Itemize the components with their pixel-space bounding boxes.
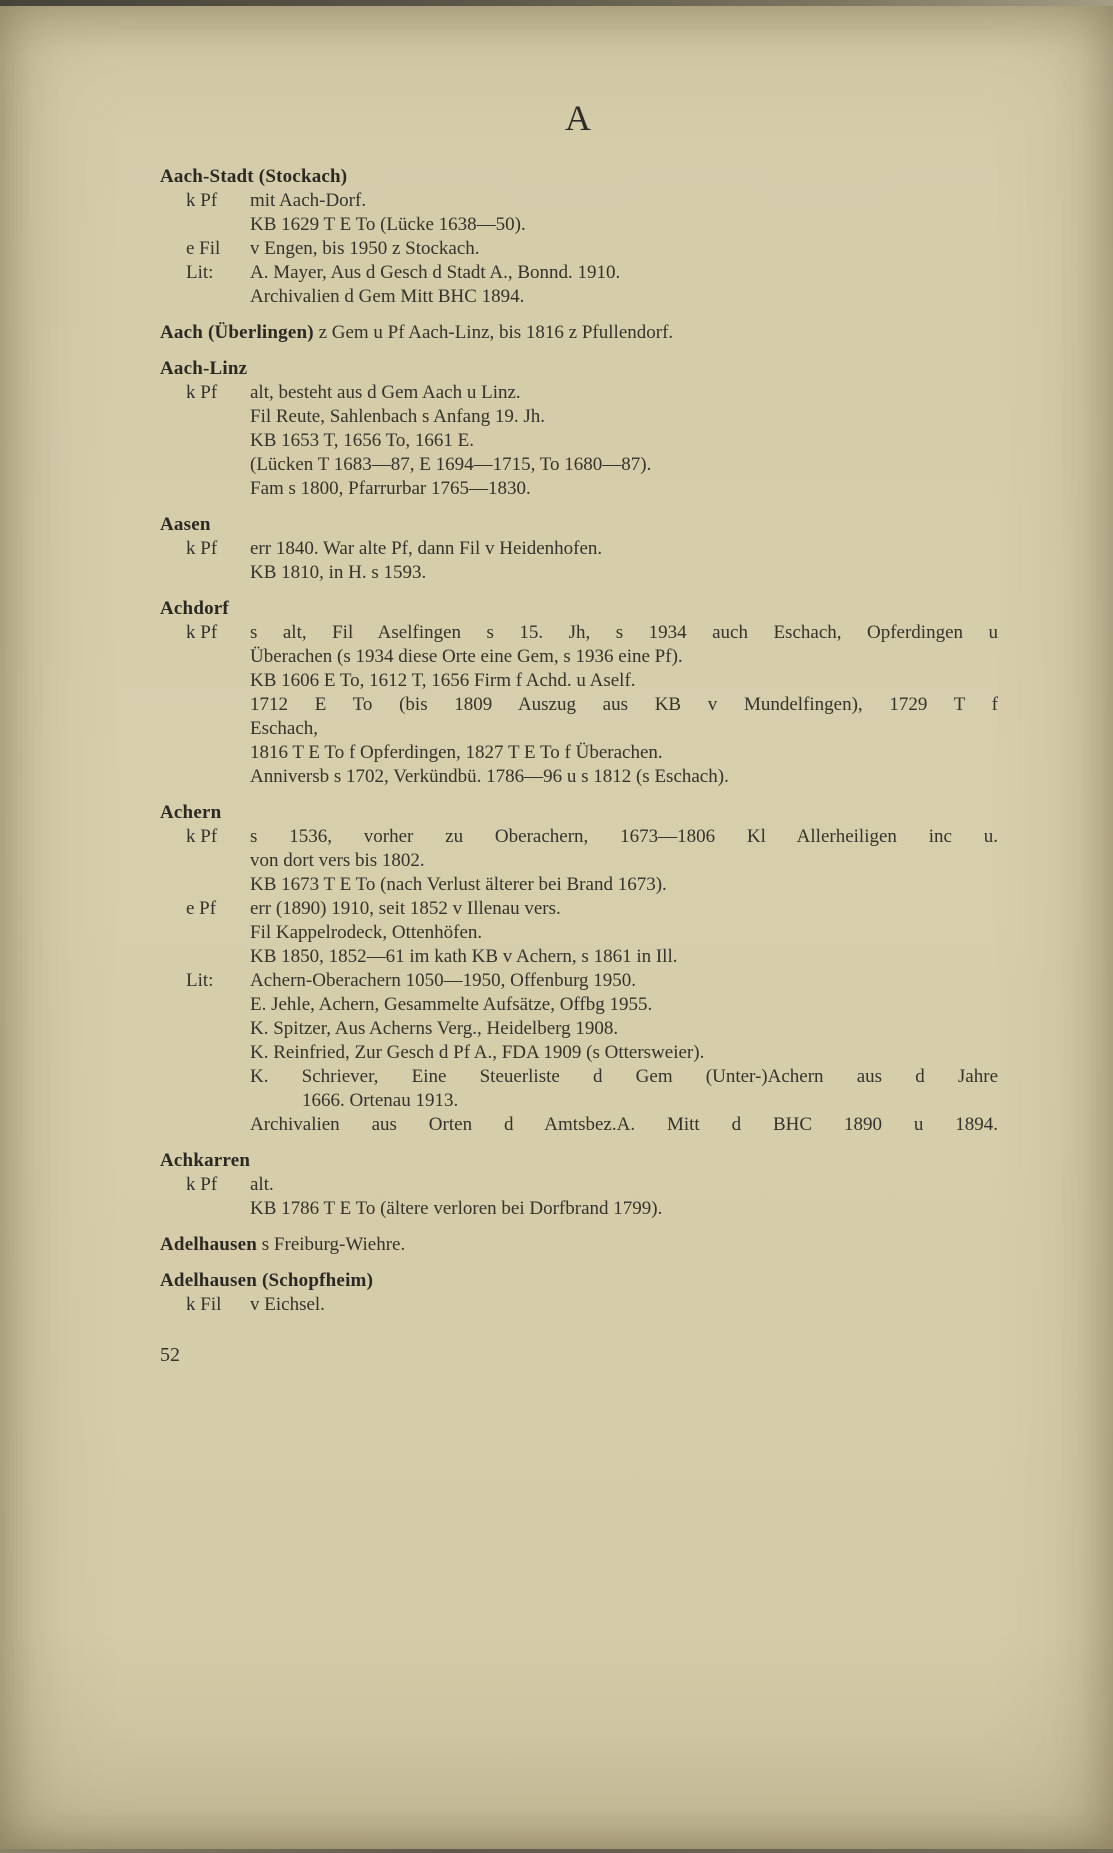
entry-row-text: KB 1606 E To, 1612 T, 1656 Firm f Achd. u Aself. bbox=[250, 670, 636, 691]
entry-row-label bbox=[186, 765, 250, 789]
entry-row bbox=[160, 717, 998, 741]
entry-headline bbox=[160, 357, 998, 381]
entry-row-label: k Pf bbox=[186, 190, 218, 211]
entry-headline bbox=[160, 165, 998, 189]
entry-headline bbox=[160, 597, 998, 621]
entry-row-label: k Pf bbox=[186, 622, 218, 643]
entry bbox=[160, 1149, 998, 1221]
entry-row bbox=[160, 285, 998, 309]
entry-row bbox=[160, 1197, 998, 1221]
entry-row-label bbox=[186, 873, 250, 897]
entry-row-label bbox=[186, 693, 250, 717]
entry-headline bbox=[160, 801, 998, 825]
entry-row bbox=[160, 405, 998, 429]
entries-list bbox=[160, 165, 998, 1317]
entry-row-text: (Lücken T 1683—87, E 1694—1715, To 1680—87). bbox=[250, 454, 652, 475]
entry-row-label: k Pf bbox=[186, 538, 218, 559]
entry-row-text: K. Schriever, Eine Steuerliste d Gem (Unter-)Achern aus d Jahre bbox=[250, 1066, 998, 1087]
entry-row bbox=[160, 645, 998, 669]
entry-row bbox=[160, 477, 998, 501]
entry-row bbox=[160, 741, 998, 765]
entry-row bbox=[160, 693, 998, 717]
entry-row bbox=[160, 1113, 998, 1137]
entry-row-label bbox=[186, 1017, 250, 1041]
entry-row-text: Eschach, bbox=[250, 718, 319, 739]
entry-row-label bbox=[186, 921, 250, 945]
entry-row bbox=[160, 453, 998, 477]
entry-headword: Aach-Stadt (Stockach) bbox=[160, 166, 348, 187]
entry-row bbox=[160, 621, 998, 645]
entry-row-text: err 1840. War alte Pf, dann Fil v Heidenhofen. bbox=[250, 538, 603, 559]
entry bbox=[160, 1269, 998, 1317]
entry-row-text: v Eichsel. bbox=[250, 1294, 325, 1315]
entry-row-text: Achern-Oberachern 1050—1950, Offenburg 1950. bbox=[250, 970, 637, 991]
entry bbox=[160, 513, 998, 585]
entry-row-label bbox=[186, 945, 250, 969]
entry-inline-text: s Freiburg-Wiehre. bbox=[257, 1234, 406, 1255]
entry-row-label bbox=[186, 717, 250, 741]
entry-row-label bbox=[186, 849, 250, 873]
entry-row-label bbox=[186, 477, 250, 501]
page-content bbox=[160, 96, 998, 1367]
entry-row-text: von dort vers bis 1802. bbox=[250, 850, 425, 871]
entry-row-label: Lit: bbox=[186, 262, 214, 283]
entry-headword: Adelhausen bbox=[160, 1234, 258, 1255]
entry-row bbox=[160, 993, 998, 1017]
entry-row bbox=[160, 825, 998, 849]
entry-headline bbox=[160, 1149, 998, 1173]
entry-row bbox=[160, 429, 998, 453]
entry-row-text: Archivalien aus Orten d Amtsbez.A. Mitt d BHC 1890 u 1894. bbox=[250, 1114, 998, 1135]
entry-row bbox=[160, 213, 998, 237]
entry-row-label bbox=[186, 285, 250, 309]
entry-row-text: KB 1653 T, 1656 To, 1661 E. bbox=[250, 430, 475, 451]
entry-row-label: Lit: bbox=[186, 970, 214, 991]
page-bottom-edge bbox=[0, 1849, 1113, 1853]
entry-row bbox=[160, 669, 998, 693]
entry-row bbox=[160, 381, 998, 405]
entry-row-label bbox=[186, 1065, 250, 1089]
entry-row-text: s alt, Fil Aselfingen s 15. Jh, s 1934 auch Eschach, Opferdingen u bbox=[250, 622, 998, 643]
entry-row-text: mit Aach-Dorf. bbox=[250, 190, 367, 211]
entry-row bbox=[160, 849, 998, 873]
entry-row-text: 1816 T E To f Opferdingen, 1827 T E To f Überachen. bbox=[250, 742, 663, 763]
entry-row-label bbox=[186, 741, 250, 765]
entry-row bbox=[160, 969, 998, 993]
entry-row bbox=[160, 1041, 998, 1065]
entry-row-text: Fil Reute, Sahlenbach s Anfang 19. Jh. bbox=[250, 406, 545, 427]
entry-row-text: alt, besteht aus d Gem Aach u Linz. bbox=[250, 382, 521, 403]
entry-row bbox=[160, 237, 998, 261]
entry-row-label: e Pf bbox=[186, 898, 217, 919]
entry-headword: Achkarren bbox=[160, 1150, 251, 1171]
entry-row-label bbox=[186, 1041, 250, 1065]
entry-row bbox=[160, 897, 998, 921]
entry-row-label bbox=[186, 1197, 250, 1221]
entry bbox=[160, 801, 998, 1137]
entry-row-text: Fil Kappelrodeck, Ottenhöfen. bbox=[250, 922, 483, 943]
entry-row-label bbox=[186, 645, 250, 669]
entry-headword: Aach-Linz bbox=[160, 358, 248, 379]
entry-row-text: Anniversb s 1702, Verkündbü. 1786—96 u s 1812 (s Eschach). bbox=[250, 766, 729, 787]
entry-row-label: k Pf bbox=[186, 826, 218, 847]
entry-row-label bbox=[186, 1113, 250, 1137]
entry bbox=[160, 357, 998, 501]
entry-row bbox=[160, 945, 998, 969]
entry-row-text: alt. bbox=[250, 1174, 274, 1195]
entry-headline bbox=[160, 321, 998, 345]
entry-row bbox=[160, 1173, 998, 1197]
entry-row-text: 1666. Ortenau 1913. bbox=[302, 1090, 459, 1111]
entry-row-text: A. Mayer, Aus d Gesch d Stadt A., Bonnd. 1910. bbox=[250, 262, 621, 283]
entry-headword: Achdorf bbox=[160, 598, 229, 619]
entry-headline bbox=[160, 1233, 998, 1257]
page-number: 52 bbox=[160, 1344, 180, 1366]
entry-row bbox=[160, 921, 998, 945]
entry-row-label: e Fil bbox=[186, 238, 221, 259]
entry-headline bbox=[160, 1269, 998, 1293]
entry-row-label bbox=[186, 1089, 250, 1113]
entry-row-text: KB 1850, 1852—61 im kath KB v Achern, s 1861 in Ill. bbox=[250, 946, 678, 967]
entry-row bbox=[160, 1017, 998, 1041]
entry-headword: Aasen bbox=[160, 514, 211, 535]
entry-row-label bbox=[186, 453, 250, 477]
entry-row bbox=[160, 537, 998, 561]
section-letter: A bbox=[565, 98, 593, 138]
entry-row-label bbox=[186, 429, 250, 453]
entry-row bbox=[160, 561, 998, 585]
entry-row-text: 1712 E To (bis 1809 Auszug aus KB v Mundelfingen), 1729 T f bbox=[250, 694, 998, 715]
entry-row bbox=[160, 873, 998, 897]
entry bbox=[160, 165, 998, 309]
entry-row-text: K. Spitzer, Aus Acherns Verg., Heidelberg 1908. bbox=[250, 1018, 619, 1039]
entry-row-label: k Pf bbox=[186, 1174, 218, 1195]
entry-row-text: v Engen, bis 1950 z Stockach. bbox=[250, 238, 480, 259]
entry-row-text: err (1890) 1910, seit 1852 v Illenau vers. bbox=[250, 898, 561, 919]
entry-row-label: k Pf bbox=[186, 382, 218, 403]
entry-row-text: K. Reinfried, Zur Gesch d Pf A., FDA 1909 (s Ottersweier). bbox=[250, 1042, 705, 1063]
entry-row bbox=[160, 189, 998, 213]
entry-row bbox=[160, 1065, 998, 1089]
entry-row-label bbox=[186, 669, 250, 693]
entry-row-label bbox=[186, 561, 250, 585]
entry-row-text: KB 1786 T E To (ältere verloren bei Dorfbrand 1799). bbox=[250, 1198, 663, 1219]
entry-row-text: KB 1810, in H. s 1593. bbox=[250, 562, 427, 583]
entry-headline bbox=[160, 513, 998, 537]
entry-row-text: Fam s 1800, Pfarrurbar 1765—1830. bbox=[250, 478, 531, 499]
entry bbox=[160, 321, 998, 345]
entry-row bbox=[160, 261, 998, 285]
entry-row-label bbox=[186, 405, 250, 429]
entry-row-text: KB 1673 T E To (nach Verlust älterer bei Brand 1673). bbox=[250, 874, 667, 895]
entry-row-text: Überachen (s 1934 diese Orte eine Gem, s 1936 eine Pf). bbox=[250, 646, 683, 667]
entry-row-text: Archivalien d Gem Mitt BHC 1894. bbox=[250, 286, 525, 307]
entry-row-text: s 1536, vorher zu Oberachern, 1673—1806 Kl Allerheiligen inc u. bbox=[250, 826, 998, 847]
entry bbox=[160, 597, 998, 789]
entry bbox=[160, 1233, 998, 1257]
entry-headword: Adelhausen (Schopfheim) bbox=[160, 1270, 374, 1291]
entry-row-label bbox=[186, 213, 250, 237]
entry-row-text: E. Jehle, Achern, Gesammelte Aufsätze, Offbg 1955. bbox=[250, 994, 653, 1015]
entry-headword: Achern bbox=[160, 802, 222, 823]
entry-row bbox=[160, 1293, 998, 1317]
entry-row bbox=[160, 1089, 998, 1113]
entry-row-label: k Fil bbox=[186, 1294, 222, 1315]
page-top-edge bbox=[0, 0, 1113, 6]
entry-row-label bbox=[186, 993, 250, 1017]
entry-inline-text: z Gem u Pf Aach-Linz, bis 1816 z Pfullendorf. bbox=[313, 322, 674, 343]
entry-row-text: KB 1629 T E To (Lücke 1638—50). bbox=[250, 214, 526, 235]
entry-row bbox=[160, 765, 998, 789]
entry-headword: Aach (Überlingen) bbox=[160, 322, 314, 343]
